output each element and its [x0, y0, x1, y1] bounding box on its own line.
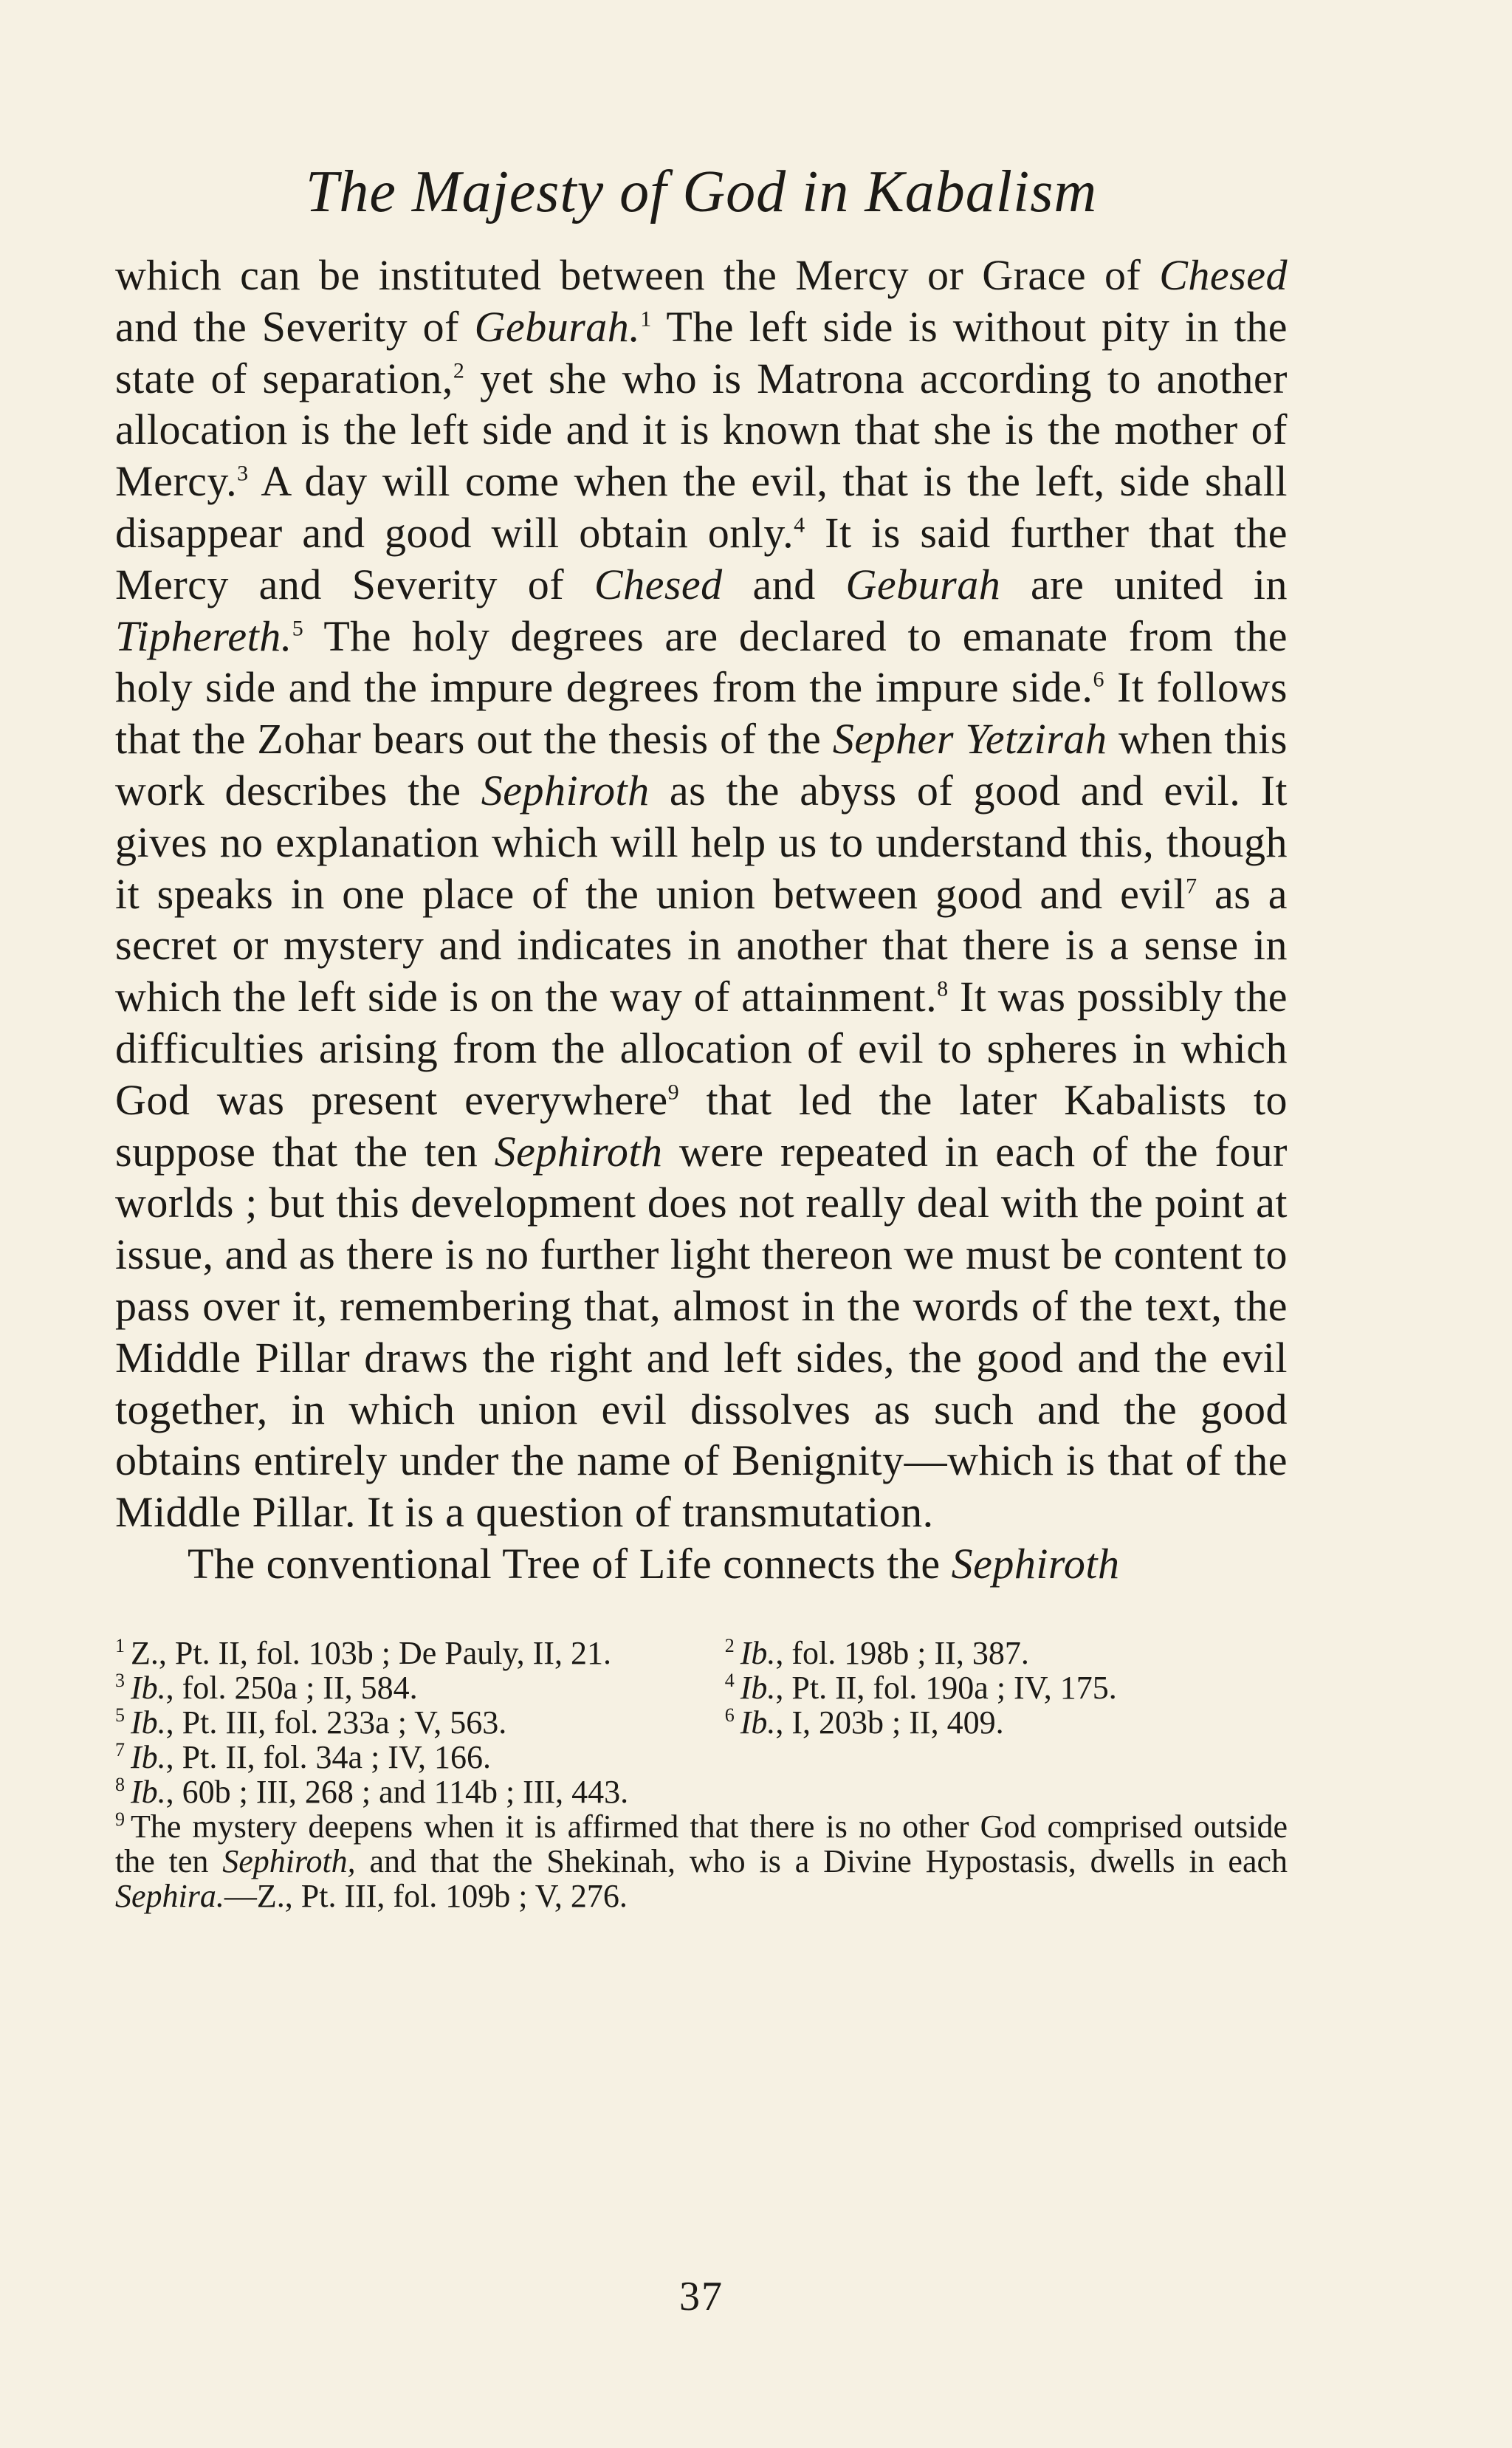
- footnote-7: [115, 1740, 1288, 1775]
- italic-term: Chesed: [1159, 251, 1288, 299]
- footnote-text: , Pt. II, fol. 190a ; IV, 175.: [775, 1669, 1117, 1706]
- footnote-number: 5: [115, 1704, 125, 1727]
- footnote-text: —Z., Pt. III, fol. 109b ; V, 276.: [224, 1877, 628, 1914]
- ibid-abbrev: Ib.: [131, 1704, 166, 1741]
- footnote-1: [115, 1636, 725, 1670]
- footnote-number: 7: [115, 1739, 125, 1761]
- page-number: 37: [679, 2274, 724, 2320]
- ibid-abbrev: Ib.: [740, 1669, 776, 1706]
- footnotes: [115, 1636, 1288, 1913]
- footnote-ref: 5: [292, 616, 304, 641]
- footnote-8: [115, 1775, 1288, 1809]
- italic-term: Sephiroth: [951, 1539, 1120, 1588]
- footnote-text: and that the Shekinah, who is a Divine Hypostasis, dwells in each: [355, 1842, 1288, 1879]
- text-run: and the Severity of: [115, 302, 475, 351]
- footnote-row: [115, 1636, 1288, 1670]
- paragraph-1: [115, 250, 1288, 1538]
- italic-term: Sephiroth: [481, 766, 650, 815]
- footnote-9: [115, 1809, 1288, 1913]
- footnote-text: , fol. 250a ; II, 584.: [165, 1669, 418, 1706]
- text-run: were repeated in each of the four worlds ; but this development does not really deal with the point at issue, and as there is no further light thereon we must be content to pass over it, remembering that, almost in the words of the text, the Middle Pillar draws the right and left sides, the good and the evil together, in which union evil dissolves as such and the good obtains entirely under the name of Benignity—which is that of the Middle Pillar. It is a question of transmutation.: [115, 1127, 1288, 1537]
- footnote-text: , Pt. II, fol. 34a ; IV, 166.: [165, 1738, 492, 1775]
- footnote-text: , I, 203b ; II, 409.: [775, 1704, 1004, 1741]
- footnote-row: [115, 1670, 1288, 1705]
- text-run: It follows that the Zohar bears out the thesis of the: [115, 663, 1288, 764]
- italic-term: Chesed: [594, 560, 723, 608]
- text-run: It is said further that the Mercy and Severity of: [115, 508, 1288, 608]
- italic-term: Tiphereth.: [115, 611, 292, 660]
- footnote-row: [115, 1705, 1288, 1740]
- paragraph-2: [115, 1538, 1288, 1590]
- footnote-ref: 8: [937, 976, 949, 1001]
- footnote-ref: 9: [667, 1080, 680, 1105]
- footnote-5: [115, 1705, 725, 1740]
- footnote-4: [725, 1670, 1288, 1705]
- footnote-text: Z., Pt. II, fol. 103b ; De Pauly, II, 21.: [131, 1634, 611, 1671]
- footnote-text: The mystery deepens when it is affirmed that there is no other God comprised outside the ten: [115, 1808, 1288, 1879]
- running-title: The Majesty of God in Kabalism: [305, 160, 1098, 224]
- footnote-number: 9: [115, 1808, 125, 1831]
- footnote-ref: 3: [237, 461, 249, 486]
- footnote-number: 3: [115, 1670, 125, 1692]
- footnote-6: [725, 1705, 1288, 1740]
- footnote-ref: 2: [453, 358, 465, 383]
- book-page: [115, 133, 1288, 2385]
- footnote-ref: 4: [794, 512, 805, 538]
- text-run: The conventional Tree of Life connects the: [188, 1539, 952, 1588]
- ibid-abbrev: Ib.: [131, 1669, 166, 1706]
- text-run: It was possibly the difficulties arising from the allocation of evil to spheres in which God was present everywhere: [115, 973, 1288, 1124]
- text-run: that led the later Kabalists to suppose that the ten: [115, 1075, 1288, 1176]
- footnote-number: 1: [115, 1635, 125, 1657]
- italic-term: Geburah.: [474, 302, 641, 351]
- footnote-number: 8: [115, 1774, 125, 1796]
- footnote-text: , fol. 198b ; II, 387.: [775, 1634, 1029, 1671]
- footnote-text: , Pt. III, fol. 233a ; V, 563.: [165, 1704, 507, 1741]
- italic-term: Sepher Yetzirah: [832, 715, 1107, 764]
- footnote-ref: 1: [640, 306, 652, 332]
- text-run: yet she who is Matrona according to another allocation is the left side and it is known that she is the mother of Mercy.: [115, 354, 1288, 506]
- text-run: as the abyss of good and evil. It gives no explanation which will help us to understand this, though it speaks in one place of the union between good and evil: [115, 766, 1288, 918]
- ibid-abbrev: Ib.: [740, 1634, 776, 1671]
- ibid-abbrev: Ib.: [131, 1773, 166, 1810]
- text-run: when this work describes the: [115, 715, 1288, 815]
- italic-term: Sephira.: [115, 1877, 224, 1914]
- footnote-ref: 7: [1186, 874, 1197, 899]
- italic-term: Geburah: [845, 560, 1001, 608]
- footnote-number: 4: [724, 1670, 735, 1692]
- ibid-abbrev: Ib.: [740, 1704, 776, 1741]
- footnote-text: , 60b ; III, 268 ; and 114b ; III, 443.: [165, 1773, 629, 1810]
- footnote-2: [725, 1636, 1288, 1670]
- italic-term: Sephiroth: [494, 1127, 663, 1176]
- footnote-number: 2: [724, 1635, 735, 1657]
- body-text: [115, 250, 1288, 1590]
- italic-term: Sephiroth,: [222, 1842, 356, 1879]
- text-run: are united in: [1000, 560, 1288, 608]
- text-run: A day will come when the evil, that is the left, side shall disappear and good will obtain only.: [115, 457, 1288, 557]
- text-run: which can be instituted between the Mercy or Grace of: [115, 251, 1160, 299]
- ibid-abbrev: Ib.: [131, 1738, 166, 1775]
- text-run: and: [722, 560, 846, 608]
- footnote-number: 6: [724, 1704, 735, 1727]
- text-run: as a secret or mystery and indicates in another that there is a sense in which the left side is on the way of attainment.: [115, 869, 1288, 1021]
- footnote-3: [115, 1670, 725, 1705]
- text-run: The holy degrees are declared to emanate from the holy side and the impure degrees from the impure side.: [115, 611, 1288, 712]
- text-run: The left side is without pity in the state of separation,: [115, 302, 1288, 402]
- footnote-ref: 6: [1093, 668, 1104, 693]
